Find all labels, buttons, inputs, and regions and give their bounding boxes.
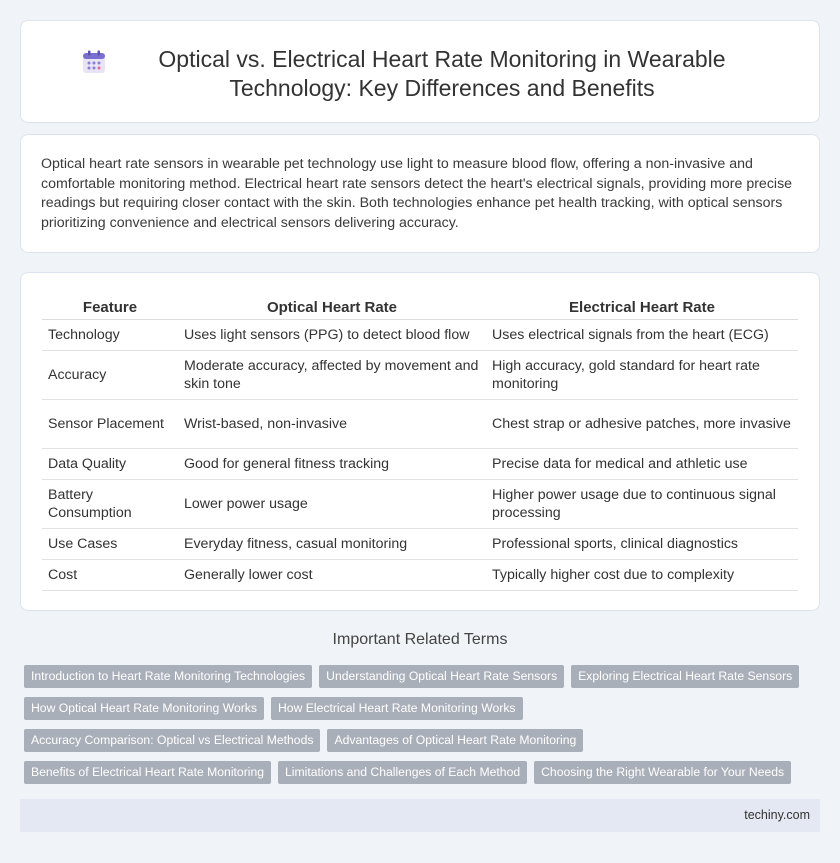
related-term-link[interactable]: Understanding Optical Heart Rate Sensors xyxy=(319,665,564,688)
table-row xyxy=(42,479,798,528)
optical-cell: Wrist-based, non-invasive xyxy=(178,399,486,448)
feature-cell: Sensor Placement xyxy=(42,399,178,448)
feature-cell: Cost xyxy=(42,559,178,590)
feature-cell: Accuracy xyxy=(42,350,178,399)
optical-cell: Generally lower cost xyxy=(178,559,486,590)
intro-card xyxy=(20,134,820,253)
feature-cell: Technology xyxy=(42,319,178,350)
related-term-link[interactable]: Accuracy Comparison: Optical vs Electrical Methods xyxy=(24,729,320,752)
comparison-table xyxy=(42,291,798,591)
related-term-link[interactable]: How Electrical Heart Rate Monitoring Works xyxy=(271,697,523,720)
table-row xyxy=(42,528,798,559)
optical-cell: Lower power usage xyxy=(178,479,486,528)
optical-cell: Good for general fitness tracking xyxy=(178,448,486,479)
footer-site-link[interactable]: techiny.com xyxy=(744,808,810,822)
related-term-link[interactable]: How Optical Heart Rate Monitoring Works xyxy=(24,697,264,720)
related-term-link[interactable]: Limitations and Challenges of Each Method xyxy=(278,761,527,784)
electrical-cell: Chest strap or adhesive patches, more invasive xyxy=(486,399,798,448)
calendar-icon xyxy=(81,49,107,75)
feature-cell: Data Quality xyxy=(42,448,178,479)
comparison-table-card xyxy=(20,272,820,611)
table-row xyxy=(42,319,798,350)
table-header-row xyxy=(42,291,798,319)
optical-cell: Everyday fitness, casual monitoring xyxy=(178,528,486,559)
title-card xyxy=(20,20,820,123)
electrical-cell: Uses electrical signals from the heart (ECG) xyxy=(486,319,798,350)
table-row xyxy=(42,399,798,448)
related-term-link[interactable]: Exploring Electrical Heart Rate Sensors xyxy=(571,665,799,688)
header-optical: Optical Heart Rate xyxy=(178,291,486,319)
related-term-link[interactable]: Advantages of Optical Heart Rate Monitoring xyxy=(327,729,583,752)
electrical-cell: Higher power usage due to continuous signal processing xyxy=(486,479,798,528)
table-row xyxy=(42,448,798,479)
intro-paragraph: Optical heart rate sensors in wearable pet technology use light to measure blood flow, offering a non-invasive and comfortable monitoring method. Electrical heart rate sensors detect the heart's electrical signals, providing more precise readings but requiring closer contact with the skin. Both technologies enhance pet health tracking, with optical sensors prioritizing convenience and electrical sensors delivering accuracy. xyxy=(41,156,793,231)
optical-cell: Uses light sensors (PPG) to detect blood flow xyxy=(178,319,486,350)
optical-cell: Moderate accuracy, affected by movement and skin tone xyxy=(178,350,486,399)
related-term-link[interactable]: Choosing the Right Wearable for Your Needs xyxy=(534,761,791,784)
related-term-link[interactable]: Introduction to Heart Rate Monitoring Technologies xyxy=(24,665,312,688)
feature-cell: Use Cases xyxy=(42,528,178,559)
electrical-cell: Typically higher cost due to complexity xyxy=(486,559,798,590)
feature-cell: Battery Consumption xyxy=(42,479,178,528)
table-row xyxy=(42,350,798,399)
title-row xyxy=(21,21,819,103)
electrical-cell: Precise data for medical and athletic use xyxy=(486,448,798,479)
electrical-cell: High accuracy, gold standard for heart rate monitoring xyxy=(486,350,798,399)
related-terms-list xyxy=(24,665,824,793)
header-electrical: Electrical Heart Rate xyxy=(486,291,798,319)
page-title: Optical vs. Electrical Heart Rate Monitoring in Wearable Technology: Key Differences and Benefits xyxy=(158,46,726,101)
related-term-link[interactable]: Benefits of Electrical Heart Rate Monitoring xyxy=(24,761,271,784)
electrical-cell: Professional sports, clinical diagnostics xyxy=(486,528,798,559)
table-row xyxy=(42,559,798,590)
footer xyxy=(20,799,820,832)
related-terms-heading: Important Related Terms xyxy=(332,631,508,648)
header-feature: Feature xyxy=(42,291,178,319)
